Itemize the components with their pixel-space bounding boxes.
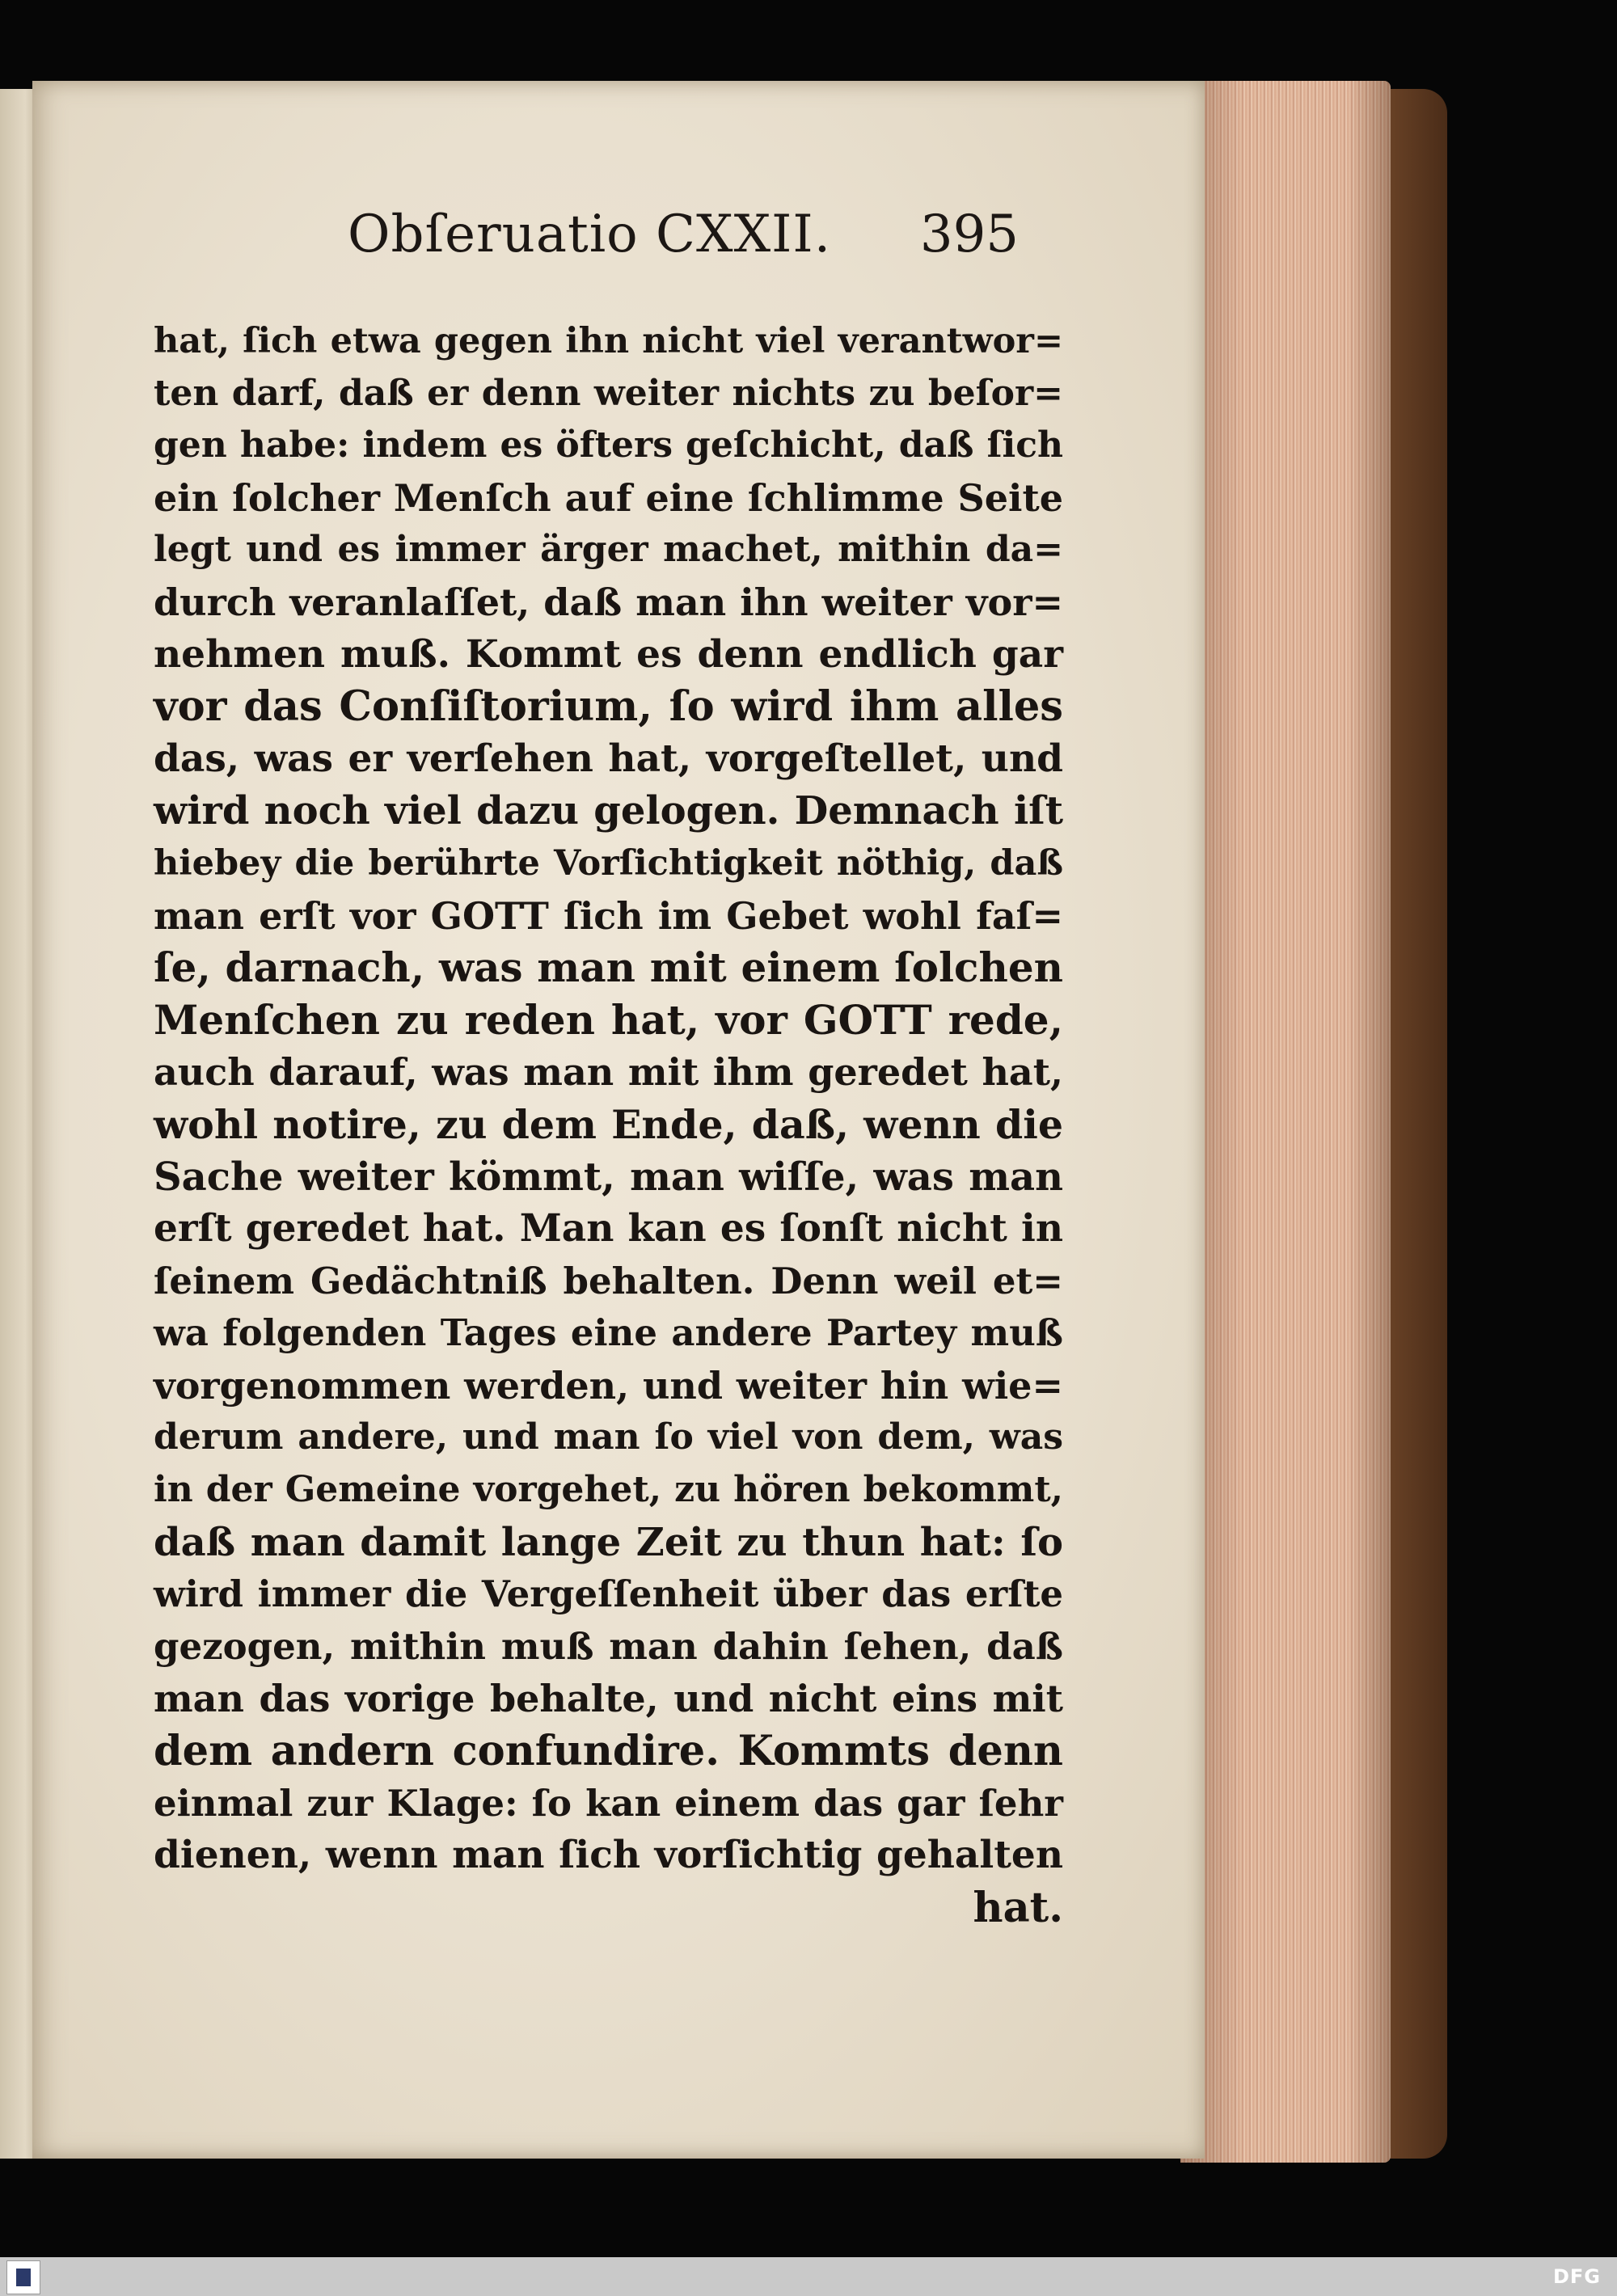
text-line: legt und es immer ärger machet, mithin da= [154,529,1063,571]
text-line: derum andere, und man ſo viel von dem, was [154,1416,1063,1458]
text-line: wa folgenden Tages eine andere Partey muß [154,1311,1063,1355]
text-line: ſe, darnach, was man mit einem ſolchen [154,943,1063,992]
text-line: gen habe: indem es öfters geſchicht, daß ſich [154,424,1063,466]
text-line: durch veranlaſſet, daß man ihn weiter vor= [154,580,1063,624]
text-line: Menſchen zu reden hat, vor GOTT rede, [154,995,1063,1044]
text-line: auch darauf, was man mit ihm geredet hat, [154,1050,1063,1095]
text-line: wohl notire, zu dem Ende, daß, wenn die [154,1100,1063,1148]
page-stack-shading [1180,81,1391,2163]
text-line: dienen, wenn man ſich vorſichtig gehalten [154,1833,1063,1878]
text-line: wird noch viel dazu gelogen. Demnach iſt [154,788,1063,834]
text-line: man erſt vor GOTT ſich im Gebet wohl faſ= [154,893,1063,938]
running-title: Obſeruatio CXXII. [348,205,832,264]
text-line: hat. [973,1883,1063,1932]
text-line: ſeinem Gedächtniß behalten. Denn weil et= [154,1259,1063,1302]
text-line: dem andern confundire. Kommts denn [154,1727,1063,1776]
library-logo-icon [6,2260,40,2294]
text-line: gezogen, mithin muß man dahin ſehen, daß [154,1624,1063,1668]
text-line: ein ſolcher Menſch auf eine ſchlimme Seite [154,475,1063,520]
text-line: wird immer die Vergeſſenheit über das erſte [154,1572,1063,1616]
text-line: ten darf, daß er denn weiter nichts zu beſor= [154,372,1063,414]
text-line: in der Gemeine vorgehet, zu hören bekommt, [154,1469,1063,1511]
text-line: daß man damit lange Zeit zu thun hat: ſo [154,1519,1063,1565]
footer-bar [0,2257,1617,2296]
text-line: man das vorige behalte, und nicht eins mit [154,1677,1063,1721]
body-text [154,315,1063,1934]
text-line: Sache weiter kömmt, man wiſſe, was man [154,1154,1063,1200]
text-line: vorgenommen werden, und weiter hin wie= [154,1363,1063,1408]
text-line: einmal zur Klage: ſo kan einem das gar ſehr [154,1781,1063,1825]
dfg-logo: DFG [1552,2265,1601,2288]
text-line: erſt geredet hat. Man kan es ſonſt nicht in [154,1206,1063,1251]
text-line: hat, ſich etwa gegen ihn nicht viel verantwor= [154,321,1063,361]
text-line: hiebey die berührte Vorſichtigkeit nöthig, daß [154,842,1063,884]
text-line: vor das Conſiſtorium, ſo wird ihm alles [154,682,1063,732]
text-line: nehmen muß. Kommt es denn endlich gar [154,631,1063,677]
page-number: 395 [919,205,1019,264]
text-line: das, was er verſehen hat, vorgeſtellet, und [154,736,1063,781]
running-head [348,198,1019,271]
